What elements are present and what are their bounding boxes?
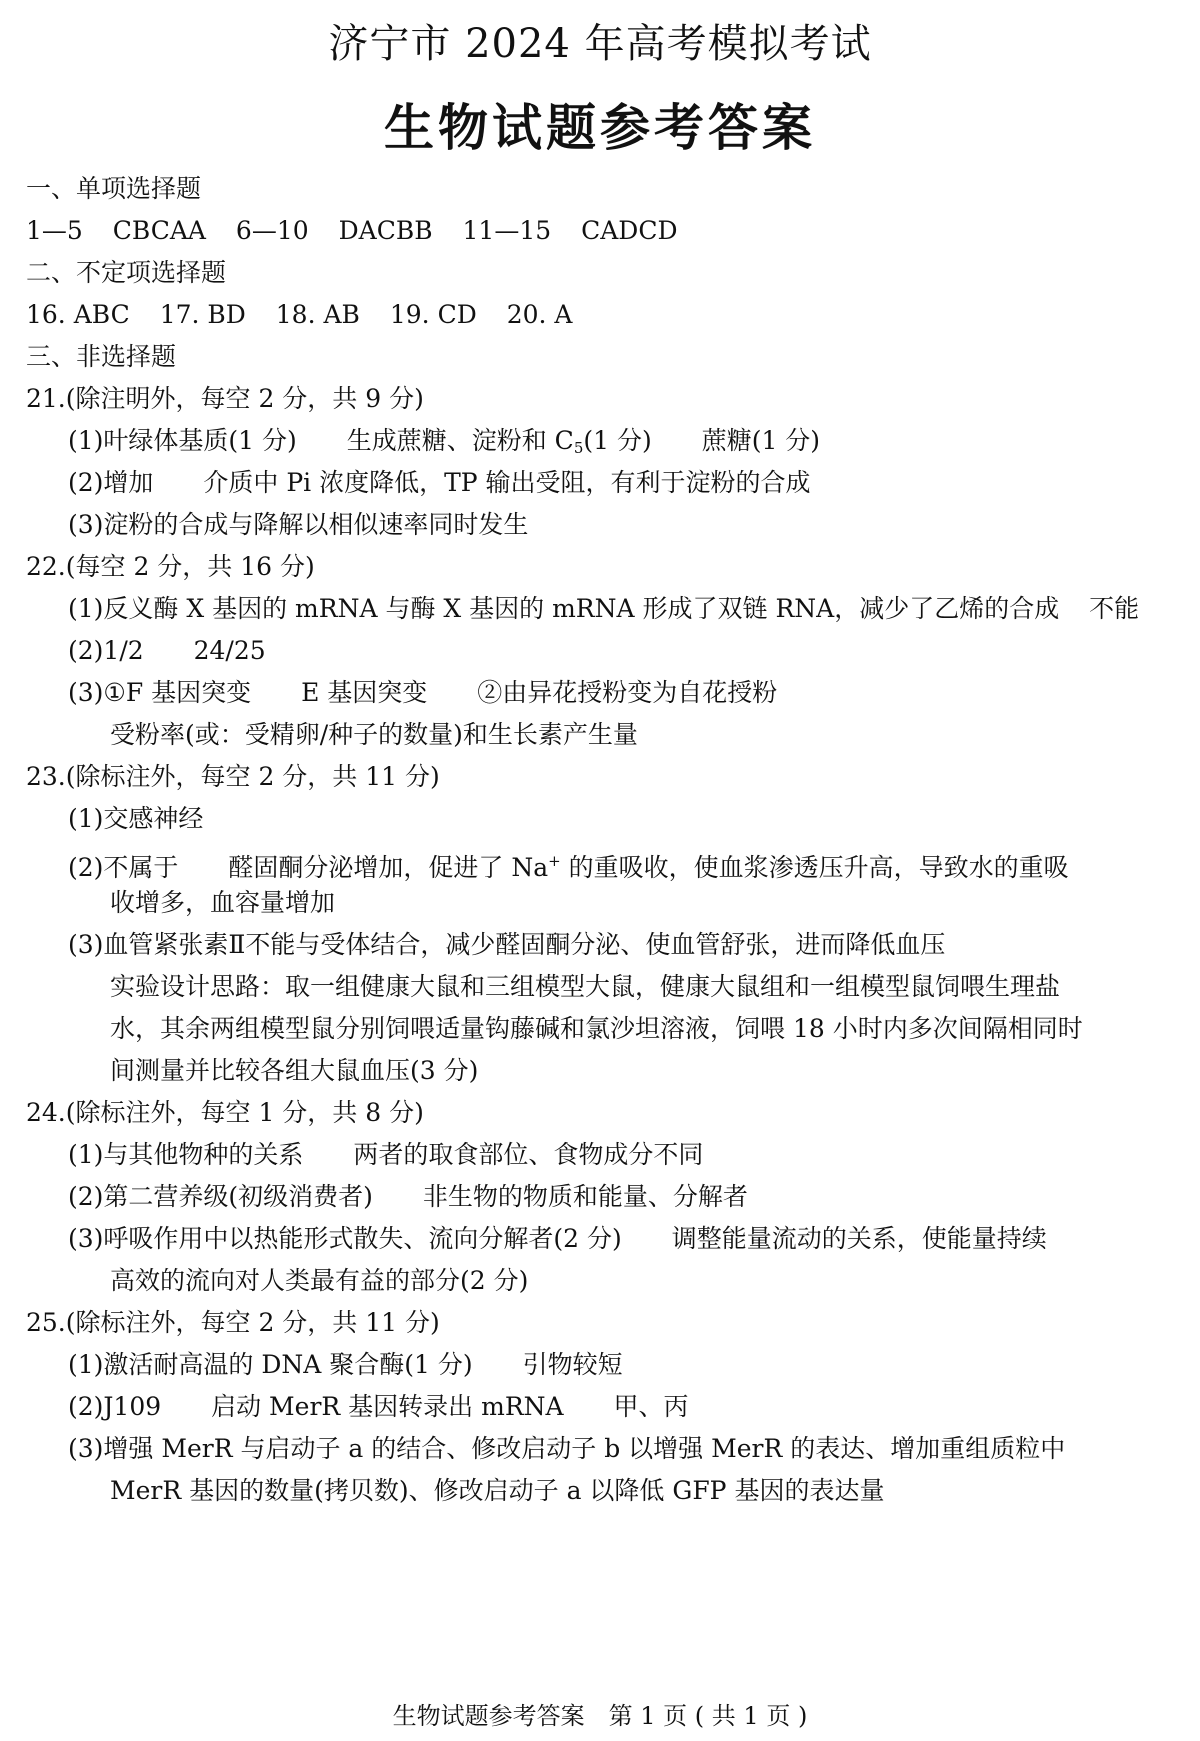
- answer-text: (1)反义酶 X 基因的 mRNA 与酶 X 基因的 mRNA 形成了双链 RNA，减少了乙烯的合成: [68, 594, 1060, 623]
- question-22-part-1: [68, 592, 1170, 626]
- document-title: 生物试题参考答案: [384, 99, 816, 157]
- answer-value: CBCAA: [112, 216, 206, 245]
- answer-text: (1)叶绿体基质(1 分): [68, 426, 297, 455]
- answer-text: 调整能量流动的关系，使能量持续: [671, 1224, 1047, 1253]
- section-heading-single-choice: 一、单项选择题: [26, 174, 202, 203]
- answer-text: (2)不属于: [68, 853, 179, 882]
- section-heading-non-choice: 三、非选择题: [26, 342, 177, 371]
- question-24-part-3-cont: 高效的流向对人类最有益的部分(2 分): [110, 1266, 529, 1295]
- answer-item: 20. A: [506, 300, 573, 329]
- answer-text: 非生物的物质和能量、分解者: [422, 1182, 748, 1211]
- answer-text: (3)呼吸作用中以热能形式散失、流向分解者(2 分): [68, 1224, 622, 1253]
- answer-text: 两者的取食部位、食物成分不同: [353, 1140, 704, 1169]
- answer-text: E 基因突变: [301, 678, 428, 707]
- question-22-header: 22.(每空 2 分，共 16 分): [26, 552, 315, 581]
- question-22-part-3: [68, 676, 1170, 710]
- exam-title: 济宁市 2024 年高考模拟考试: [328, 21, 872, 67]
- answer-range: 6—10: [235, 216, 309, 245]
- question-23-header: 23.(除标注外，每空 2 分，共 11 分): [26, 762, 440, 791]
- answer-range: 1—5: [26, 216, 83, 245]
- question-21-part-1: [68, 424, 1170, 465]
- answer-value: CADCD: [581, 216, 678, 245]
- question-25-part-3: (3)增强 MerR 与启动子 a 的结合、修改启动子 b 以增强 MerR 的表达、增加重组质粒中: [68, 1434, 1066, 1463]
- page-footer: 生物试题参考答案 第 1 页 ( 共 1 页 ): [392, 1702, 808, 1730]
- question-24-part-1: [68, 1138, 1170, 1172]
- answer-text: (1)与其他物种的关系: [68, 1140, 304, 1169]
- question-24-header: 24.(除标注外，每空 1 分，共 8 分): [26, 1098, 424, 1127]
- answer-text: ②由异花授粉变为自花授粉: [477, 678, 778, 707]
- answer-item: 17. BD: [159, 300, 246, 329]
- section-heading-multi-choice: 二、不定项选择题: [26, 258, 227, 287]
- question-24-part-3: [68, 1222, 1170, 1256]
- question-24-part-2: [68, 1180, 1170, 1214]
- answer-text: 24/25: [193, 636, 266, 665]
- answer-text: (3)①F 基因突变: [68, 678, 252, 707]
- question-25-part-1: [68, 1348, 1170, 1382]
- question-25-header: 25.(除标注外，每空 2 分，共 11 分): [26, 1308, 440, 1337]
- question-23-part-2: [68, 844, 1170, 885]
- answer-text: 生成蔗糖、淀粉和 $C_5(1$ 分): [346, 426, 652, 457]
- question-23-part-2-cont: 收增多，血容量增加: [110, 888, 336, 917]
- answer-text: (2)第二营养级(初级消费者): [68, 1182, 373, 1211]
- single-choice-answers: [26, 214, 1170, 248]
- answer-text: 启动 MerR 基因转录出 mRNA: [211, 1392, 564, 1421]
- answer-text: (1)激活耐高温的 DNA 聚合酶(1 分): [68, 1350, 473, 1379]
- answer-value: DACBB: [338, 216, 433, 245]
- answer-text: 醛固酮分泌增加，促进了 Na+ 的重吸收，使血浆渗透压升高，导致水的重吸: [228, 852, 1069, 882]
- answer-text: 蔗糖(1 分): [701, 426, 821, 455]
- answer-text: 介质中 Pi 浓度降低，TP 输出受阻，有利于淀粉的合成: [203, 468, 811, 497]
- answer-text: 引物较短: [522, 1350, 623, 1379]
- question-25-part-2: [68, 1390, 1170, 1424]
- answer-item: 19. CD: [389, 300, 477, 329]
- question-21-part-2: [68, 466, 1170, 500]
- question-23-experiment-line-1: 实验设计思路：取一组健康大鼠和三组模型大鼠，健康大鼠组和一组模型鼠饲喂生理盐: [110, 972, 1061, 1001]
- answer-text: 不能: [1089, 594, 1140, 623]
- answer-item: 16. ABC: [26, 300, 130, 329]
- answer-text: (2)增加: [68, 468, 154, 497]
- answer-text: (2)1/2: [68, 636, 144, 665]
- question-21-part-3: (3)淀粉的合成与降解以相似速率同时发生: [68, 510, 529, 539]
- question-23-experiment-line-3: 间测量并比较各组大鼠血压(3 分): [110, 1056, 479, 1085]
- question-21-header: 21.(除注明外，每空 2 分，共 9 分): [26, 384, 424, 413]
- answer-item: 18. AB: [275, 300, 360, 329]
- answer-range: 11—15: [462, 216, 552, 245]
- question-22-part-3-cont: 受粉率(或：受精卵/种子的数量)和生长素产生量: [110, 720, 638, 749]
- multi-choice-answers: [26, 298, 1170, 332]
- answer-text: 甲、丙: [613, 1392, 689, 1421]
- question-23-part-1: (1)交感神经: [68, 804, 204, 833]
- question-25-part-3-cont: MerR 基因的数量(拷贝数)、修改启动子 a 以降低 GFP 基因的表达量: [110, 1476, 885, 1505]
- question-23-part-3: (3)血管紧张素Ⅱ不能与受体结合，减少醛固酮分泌、使血管舒张，进而降低血压: [68, 930, 946, 959]
- question-22-part-2: [68, 634, 1170, 668]
- answer-text: (2)J109: [68, 1392, 162, 1421]
- question-23-experiment-line-2: 水，其余两组模型鼠分别饲喂适量钩藤碱和氯沙坦溶液，饲喂 18 小时内多次间隔相同时: [110, 1014, 1083, 1043]
